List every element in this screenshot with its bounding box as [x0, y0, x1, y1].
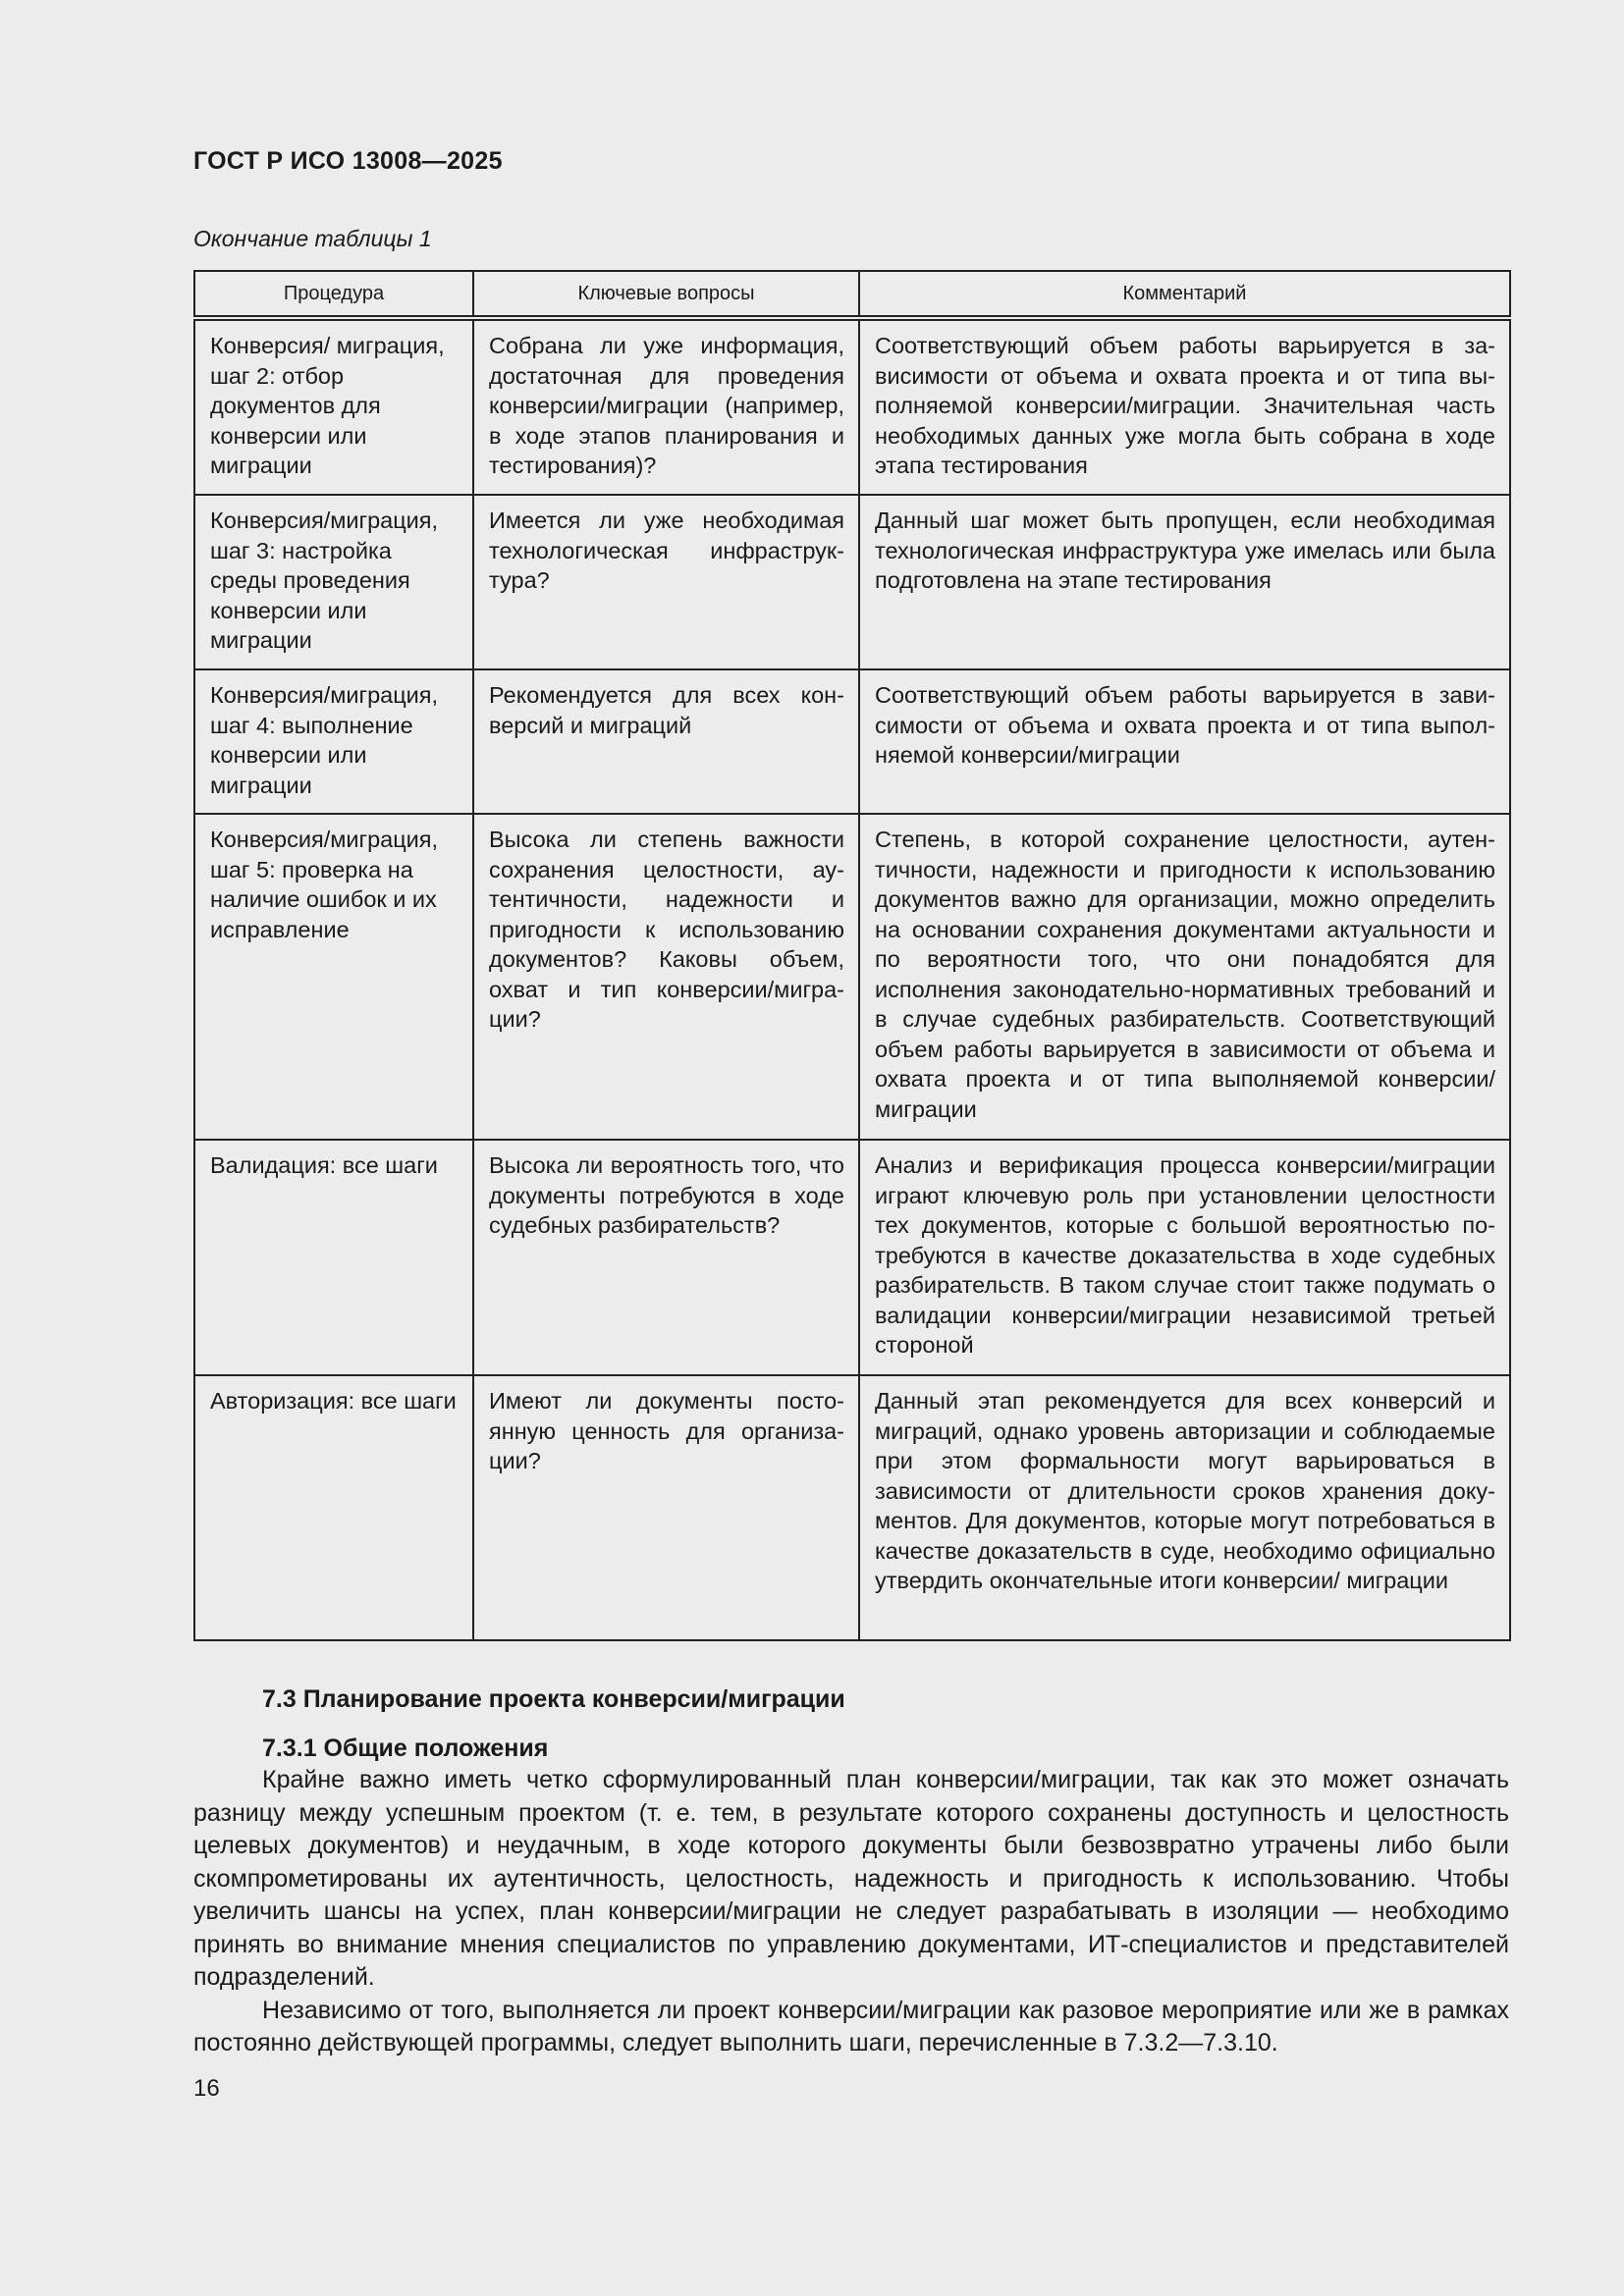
questions-cell: Собрана ли уже информация, достаточная для проведения конверсии/миграции (например, в ходе этапов планирования и тестирования)? [473, 318, 859, 495]
table-caption: Окончание таблицы 1 [193, 226, 432, 251]
comment-cell: Соответствующий объем работы варьируется в зависимости от объема и охвата проекта и от типа выполняемой конверсии/миграции. Значительная часть необходимых данных уже могла быть собрана в ходе этапа тестирования [859, 318, 1510, 495]
table-row [194, 814, 1510, 1140]
table-row [194, 495, 1510, 669]
section-heading-7-3-1: 7.3.1 Общие положения [262, 1735, 549, 1762]
questions-cell: Высока ли вероятность того, что документы потребуются в ходе судебных разбирательств? [473, 1140, 859, 1375]
column-header-comment: Комментарий [859, 271, 1510, 318]
column-header-procedure: Процедура [194, 271, 473, 318]
table-row [194, 1375, 1510, 1640]
paragraph: Независимо от того, выполняется ли проект конверсии/миграции как разовое мероприятие или же в рамках постоянно действующей программы, следует выполнить шаги, перечисленные в 7.3.2—7.3.10. [193, 1996, 1509, 2056]
comment-cell: Данный шаг может быть пропущен, если необходимая технологическая инфраструктура уже имелась или была подготовлена на этапе тестирования [859, 495, 1510, 669]
questions-cell: Имеется ли уже необходимая технологическая инфраструктура? [473, 495, 859, 669]
table-header-row [194, 271, 1510, 318]
table-row [194, 1140, 1510, 1375]
comment-cell: Данный этап рекомендуется для всех конверсий и миграций, однако уровень авторизации и соблюдаемые при этом формальности могут варьироваться в зависимости от длительности сроков хранения документов. Для документов, которые могут потребоваться в качестве доказательств в суде, необходимо официально утвердить окончательные итоги конверсии/ миграции [859, 1375, 1510, 1640]
table-row [194, 669, 1510, 814]
questions-cell: Имеют ли документы постоянную ценность для организации? [473, 1375, 859, 1640]
paragraph: Крайне важно иметь четко сформулированный план конверсии/миграции, так как это может означать разницу между успешным проектом (т. е. тем, в результате которого сохранены доступность и целостность целевых документов) и неудачным, в ходе которого документы были безвозвратно утрачены либо были скомпрометированы их аутентичность, целостность, надежность и пригодность к использованию. Чтобы увеличить шансы на успех, план конверсии/миграции не следует разрабатывать в изоляции — необходимо принять во внимание мнения специалистов по управлению документами, ИТ-специалистов и представителей подразделений. [193, 1766, 1509, 1991]
procedure-cell: Конверсия/миграция, шаг 5: проверка на наличие ошибок и их исправление [194, 814, 473, 1140]
questions-cell: Рекомендуется для всех конверсий и миграций [473, 669, 859, 814]
procedure-cell: Валидация: все шаги [194, 1140, 473, 1375]
section-heading-7-3: 7.3 Планирование проекта конверсии/миграции [262, 1685, 845, 1713]
page-number: 16 [193, 2075, 220, 2102]
table-row [194, 318, 1510, 495]
procedure-cell: Авторизация: все шаги [194, 1375, 473, 1640]
procedure-cell: Конверсия/миграция, шаг 4: выполнение конверсии или миграции [194, 669, 473, 814]
document-header: ГОСТ Р ИСО 13008—2025 [193, 147, 503, 175]
procedures-table [193, 270, 1511, 1641]
column-header-questions: Ключевые вопросы [473, 271, 859, 318]
comment-cell: Степень, в которой сохранение целостности, аутентичности, надежности и пригодности к использованию документов важно для организации, можно определить на основании сохранения документами актуальности и по вероятности того, что они понадобятся для исполнения законодательно-нормативных требований и в случае судебных разбирательств. Соответствующий объем работы варьируется в зависимости от объема и охвата проекта и от типа выполняемой конверсии/миграции [859, 814, 1510, 1140]
procedure-cell: Конверсия/миграция, шаг 3: настройка среды проведения конверсии или миграции [194, 495, 473, 669]
questions-cell: Высока ли степень важности сохранения целостности, аутентичности, надежности и пригодности к использованию документов? Каковы объем, охват и тип конверсии/миграции? [473, 814, 859, 1140]
procedure-cell: Конверсия/ миграция, шаг 2: отбор документов для конверсии или миграции [194, 318, 473, 495]
section-body [193, 1764, 1509, 2060]
comment-cell: Соответствующий объем работы варьируется в зависимости от объема и охвата проекта и от типа выполняемой конверсии/миграции [859, 669, 1510, 814]
comment-cell: Анализ и верификация процесса конверсии/миграции играют ключевую роль при установлении целостности тех документов, которые с большой вероятностью потребуются в качестве доказательства в ходе судебных разбирательств. В таком случае стоит также подумать о валидации конверсии/миграции независимой третьей стороной [859, 1140, 1510, 1375]
